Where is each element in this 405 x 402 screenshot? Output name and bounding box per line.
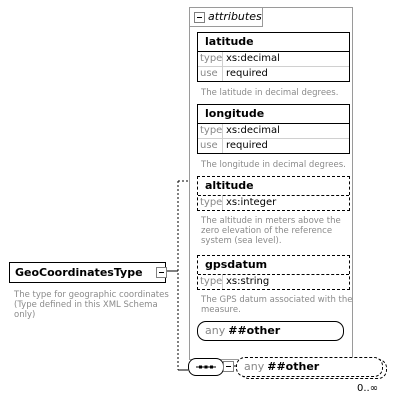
type-key: type: [200, 197, 223, 208]
attribute-doc: The GPS datum associated with the measure.: [201, 295, 353, 315]
type-value: xs:decimal: [226, 53, 280, 64]
attribute-doc: The longitude in decimal degrees.: [201, 160, 346, 170]
element-geocoordinatestype[interactable]: [9, 262, 166, 283]
any-value: ##other: [228, 324, 281, 337]
attribute-latitude[interactable]: [197, 32, 350, 82]
type-value: xs:decimal: [226, 125, 280, 136]
attributes-header[interactable]: [189, 7, 263, 27]
sequence-compositor[interactable]: [188, 358, 224, 376]
type-key: type: [200, 53, 223, 64]
attribute-doc: The latitude in decimal degrees.: [201, 88, 339, 98]
any-element[interactable]: [236, 357, 383, 377]
collapse-icon[interactable]: [156, 267, 167, 278]
type-key: type: [200, 125, 223, 136]
attribute-longitude[interactable]: [197, 104, 350, 154]
collapse-icon[interactable]: [223, 361, 234, 372]
type-value: xs:string: [226, 276, 270, 287]
sequence-icon: [189, 359, 223, 375]
any-value: ##other: [267, 360, 320, 373]
collapse-icon[interactable]: [194, 12, 205, 23]
use-key: use: [198, 139, 223, 153]
element-name: GeoCoordinatesType: [15, 266, 143, 279]
attributes-title: attributes: [208, 10, 262, 23]
use-key: use: [198, 67, 223, 81]
attribute-altitude[interactable]: [197, 176, 350, 211]
attribute-name: gpsdatum: [198, 256, 349, 275]
any-key: any: [205, 324, 226, 337]
type-value: xs:integer: [226, 197, 277, 208]
use-value: required: [226, 68, 268, 79]
use-value: required: [226, 140, 268, 151]
element-doc: The type for geographic coordinates (Type defined in this XML Schema only): [14, 290, 169, 320]
attribute-gpsdatum[interactable]: [197, 255, 350, 290]
attribute-name: longitude: [198, 105, 349, 124]
attribute-name: altitude: [198, 177, 349, 196]
type-key: type: [200, 276, 223, 287]
occurrence-label: 0..∞: [357, 383, 379, 394]
attribute-name: latitude: [198, 33, 349, 52]
attribute-doc: The altitude in meters above the zero elevation of the reference system (sea level).: [201, 216, 341, 246]
any-attribute[interactable]: [197, 321, 344, 341]
any-key: any: [244, 360, 265, 373]
